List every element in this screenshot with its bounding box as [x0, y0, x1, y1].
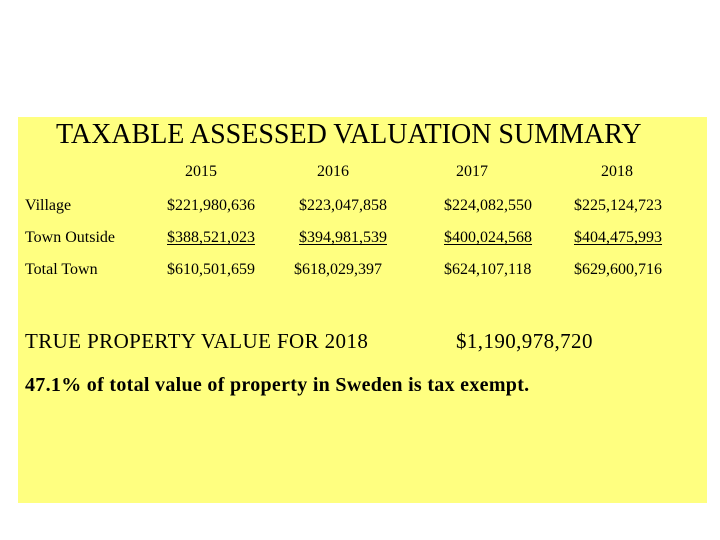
true-property-value-amount: $1,190,978,720: [456, 329, 593, 353]
year-header-2018: 2018: [601, 163, 633, 180]
town-outside-2015-value: $388,521,023: [167, 229, 255, 246]
tax-exempt-note: 47.1% of total value of property in Sweden is tax exempt.: [25, 374, 530, 396]
row-label-total-town: Total Town: [25, 261, 98, 278]
valuation-summary-panel: [18, 117, 707, 503]
year-header-2016: 2016: [317, 163, 349, 180]
total-town-2015-value: $610,501,659: [167, 261, 255, 278]
total-town-2016-value: $618,029,397: [294, 261, 382, 278]
true-property-value-label: TRUE PROPERTY VALUE FOR 2018: [25, 329, 369, 353]
row-label-town-outside: Town Outside: [25, 229, 115, 246]
village-2015-value: $221,980,636: [167, 197, 255, 214]
village-2017-value: $224,082,550: [444, 197, 532, 214]
village-2016-value: $223,047,858: [299, 197, 387, 214]
town-outside-2016-value: $394,981,539: [299, 229, 387, 246]
row-label-village: Village: [25, 197, 72, 214]
town-outside-2018-value: $404,475,993: [574, 229, 662, 246]
town-outside-2017-value: $400,024,568: [444, 229, 532, 246]
year-header-2017: 2017: [456, 163, 488, 180]
total-town-2018-value: $629,600,716: [574, 261, 662, 278]
total-town-2017-value: $624,107,118: [444, 261, 532, 278]
year-header-2015: 2015: [185, 163, 217, 180]
summary-title: TAXABLE ASSESSED VALUATION SUMMARY: [56, 119, 642, 150]
village-2018-value: $225,124,723: [574, 197, 662, 214]
